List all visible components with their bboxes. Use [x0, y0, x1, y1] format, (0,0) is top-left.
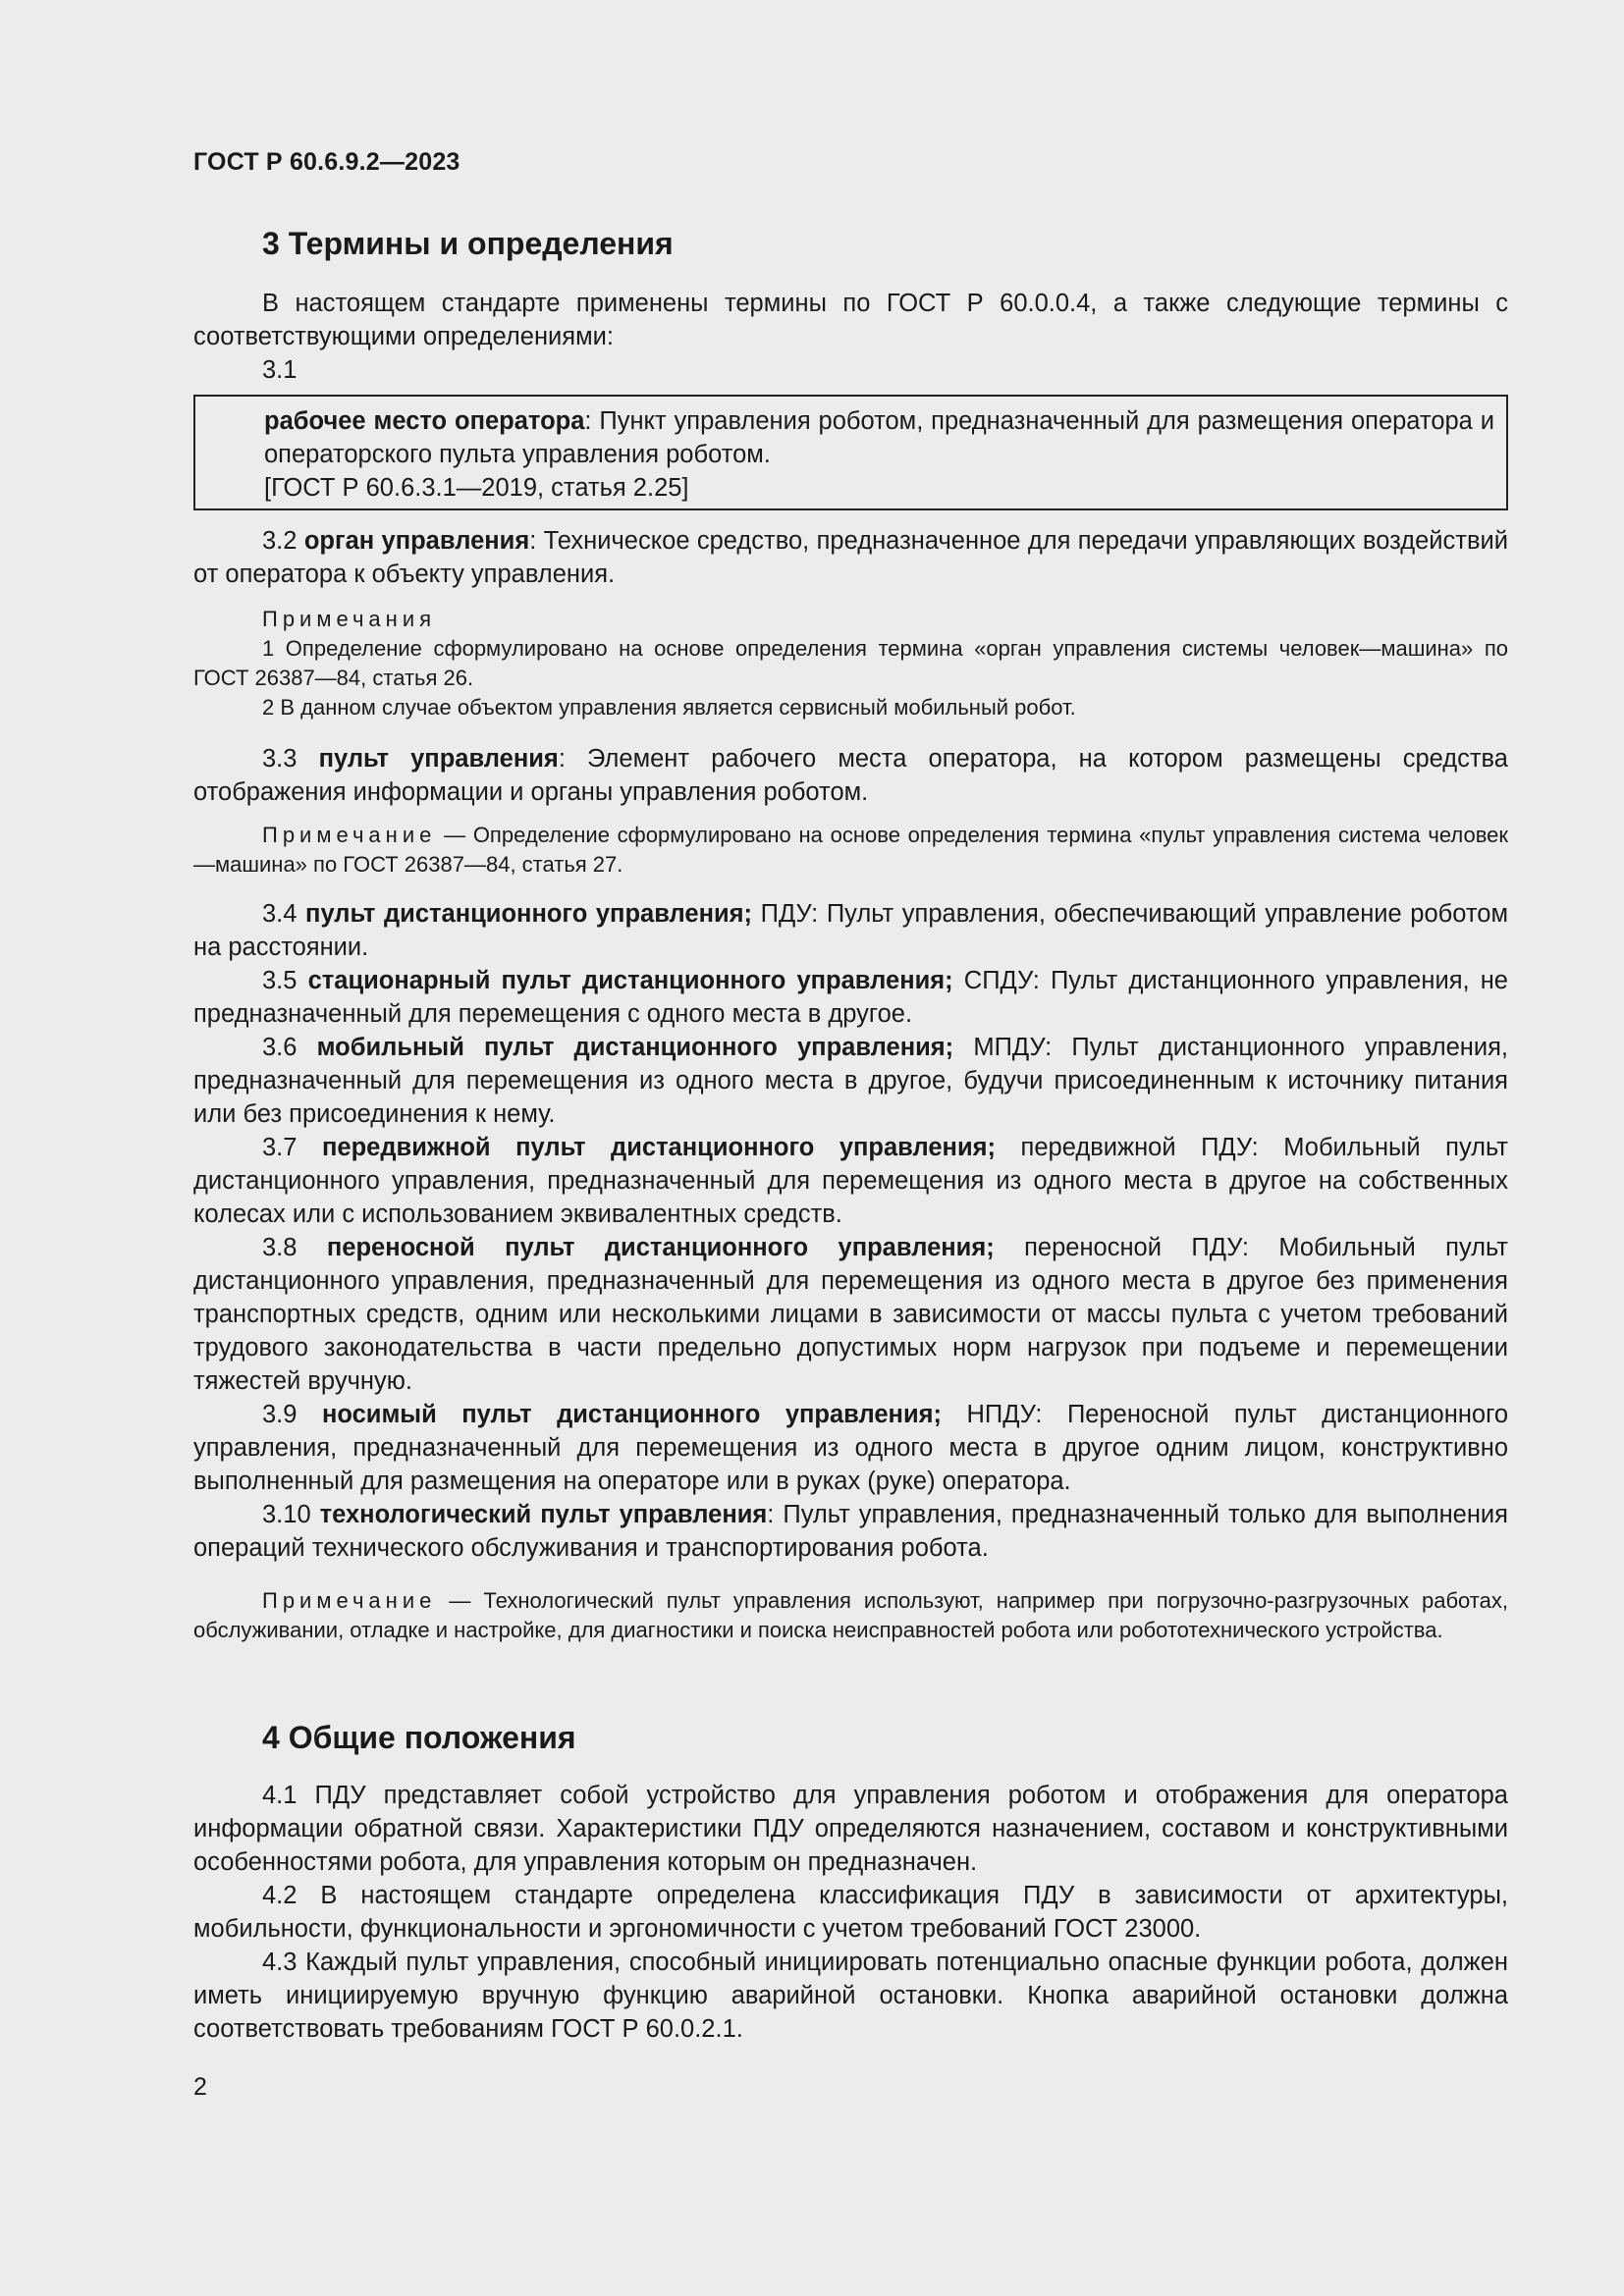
note-3-3: [193, 821, 1508, 880]
clause-4-2: 4.2 В настоящем стандарте определена классификация ПДУ в зависимости от архитектуры, мобильности, функциональности и эргономичности с учетом требований ГОСТ 23000.: [193, 1882, 1508, 1943]
term-3-5-name: стационарный пульт дистанционного управления;: [307, 967, 953, 994]
term-3-1-name: рабочее место оператора: [264, 407, 585, 435]
document-header: ГОСТ Р 60.6.9.2—2023: [193, 148, 460, 176]
term-3-2-definition: : Техническое средство, предназначенное для передачи управляющих воздействий от оператора к объекту управления.: [193, 527, 1508, 588]
note-1: 1 Определение сформулировано на основе определения термина «орган управления системы человек—машина» по ГОСТ 26387—84, статья 26.: [193, 636, 1508, 690]
term-3-10-name: технологический пульт управления: [319, 1501, 768, 1528]
note-3-10-text: — Технологический пульт управления используют, например при погрузочно-разгрузочных работах, обслуживании, отладке и настройке, для диагностики и поиска неисправностей робота или робототехнического устройства.: [193, 1588, 1508, 1642]
term-3-7-definition: передвижной ПДУ: Мобильный пульт дистанционного управления, предназначенный для перемещения из одного места в другое на собственных колесах или с использованием эквивалентных средств.: [193, 1134, 1508, 1228]
term-3-3-definition: : Элемент рабочего места оператора, на котором размещены средства отображения информации и органы управления роботом.: [193, 745, 1508, 806]
note-3-10: [193, 1586, 1508, 1645]
notes-title: Примечания: [262, 607, 437, 631]
term-3-1-box: [193, 395, 1508, 510]
term-3-8-definition: переносной ПДУ: Мобильный пульт дистанционного управления, предназначенный для перемещения из одного места в другое без применения транспортных средств, одним или несколькими лицами в зависимости от массы пульта с учетом требований трудового законодательства в части предельно допустимых норм нагрузок при подъеме и перемещении тяжестей вручную.: [193, 1234, 1508, 1395]
note-label: Примечание: [262, 1588, 437, 1613]
term-3-4-number: 3.4: [262, 900, 298, 928]
intro-paragraph: В настоящем стандарте применены термины по ГОСТ Р 60.0.0.4, а также следующие термины с соответствующими определениями:: [193, 290, 1508, 350]
term-3-10-number: 3.10: [262, 1501, 311, 1528]
terms-3-4-to-3-10: [193, 897, 1508, 1565]
term-3-3-name: пульт управления: [318, 745, 559, 773]
section-4-body: [193, 1779, 1508, 2046]
section-4-title: 4 Общие положения: [262, 1720, 576, 1755]
page-number: 2: [193, 2073, 207, 2101]
note-label: Примечание: [262, 823, 437, 847]
term-3-8-name: переносной пульт дистанционного управления;: [326, 1234, 995, 1261]
term-3-1-definition: : Пункт управления роботом, предназначенный для размещения оператора и операторского пульта управления роботом.: [264, 407, 1494, 468]
term-3-6-name: мобильный пульт дистанционного управления;: [316, 1034, 954, 1061]
clause-4-1: 4.1 ПДУ представляет собой устройство для управления роботом и отображения для оператора информации обратной связи. Характеристики ПДУ определяются назначением, составом и конструктивными особенностями робота, для управления которым он предназначен.: [193, 1782, 1508, 1876]
term-3-2: [193, 524, 1508, 591]
notes-3-2: [193, 605, 1508, 722]
term-3-9-definition: НПДУ: Переносной пульт дистанционного управления, предназначенный для перемещения из одного места в другое одним лицом, конструктивно выполненный для размещения на операторе или в руках (руке) оператора.: [193, 1401, 1509, 1495]
note-3-3-text: — Определение сформулировано на основе определения термина «пульт управления система человек—машина» по ГОСТ 26387—84, статья 27.: [193, 823, 1508, 877]
term-3-1-number: 3.1: [262, 356, 298, 384]
term-3-4-name: пульт дистанционного управления;: [305, 900, 753, 928]
term-3-9-name: носимый пульт дистанционного управления;: [321, 1401, 943, 1428]
term-3-3: [193, 742, 1508, 809]
section-3-intro: [193, 287, 1508, 387]
term-3-2-number: 3.2: [262, 527, 298, 555]
term-3-9-number: 3.9: [262, 1401, 298, 1428]
note-2: 2 В данном случае объектом управления является сервисный мобильный робот.: [262, 695, 1076, 720]
term-3-1-reference: [ГОСТ Р 60.6.3.1—2019, статья 2.25]: [264, 474, 689, 502]
term-3-6-definition: МПДУ: Пульт дистанционного управления, предназначенный для перемещения из одного места в другое, будучи присоединенным к источнику питания или без присоединения к нему.: [193, 1034, 1508, 1128]
term-3-2-name: орган управления: [303, 527, 530, 555]
term-3-4-definition: ПДУ: Пульт управления, обеспечивающий управление роботом на расстоянии.: [193, 900, 1508, 961]
term-3-7-number: 3.7: [262, 1134, 298, 1161]
term-3-5-definition: СПДУ: Пульт дистанционного управления, не предназначенный для перемещения с одного места в другое.: [193, 967, 1508, 1028]
term-3-8-number: 3.8: [262, 1234, 298, 1261]
clause-4-3: 4.3 Каждый пульт управления, способный инициировать потенциально опасные функции робота, должен иметь инициируемую вручную функцию аварийной остановки. Кнопка аварийной остановки должна соответствовать требованиям ГОСТ Р 60.0.2.1.: [193, 1949, 1508, 2043]
term-3-3-number: 3.3: [262, 745, 298, 773]
term-3-5-number: 3.5: [262, 967, 298, 994]
term-3-10-definition: : Пульт управления, предназначенный только для выполнения операций технического обслуживания и транспортирования робота.: [193, 1501, 1508, 1562]
term-3-6-number: 3.6: [262, 1034, 298, 1061]
term-3-7-name: передвижной пульт дистанционного управления;: [321, 1134, 997, 1161]
section-3-title: 3 Термины и определения: [262, 226, 674, 261]
